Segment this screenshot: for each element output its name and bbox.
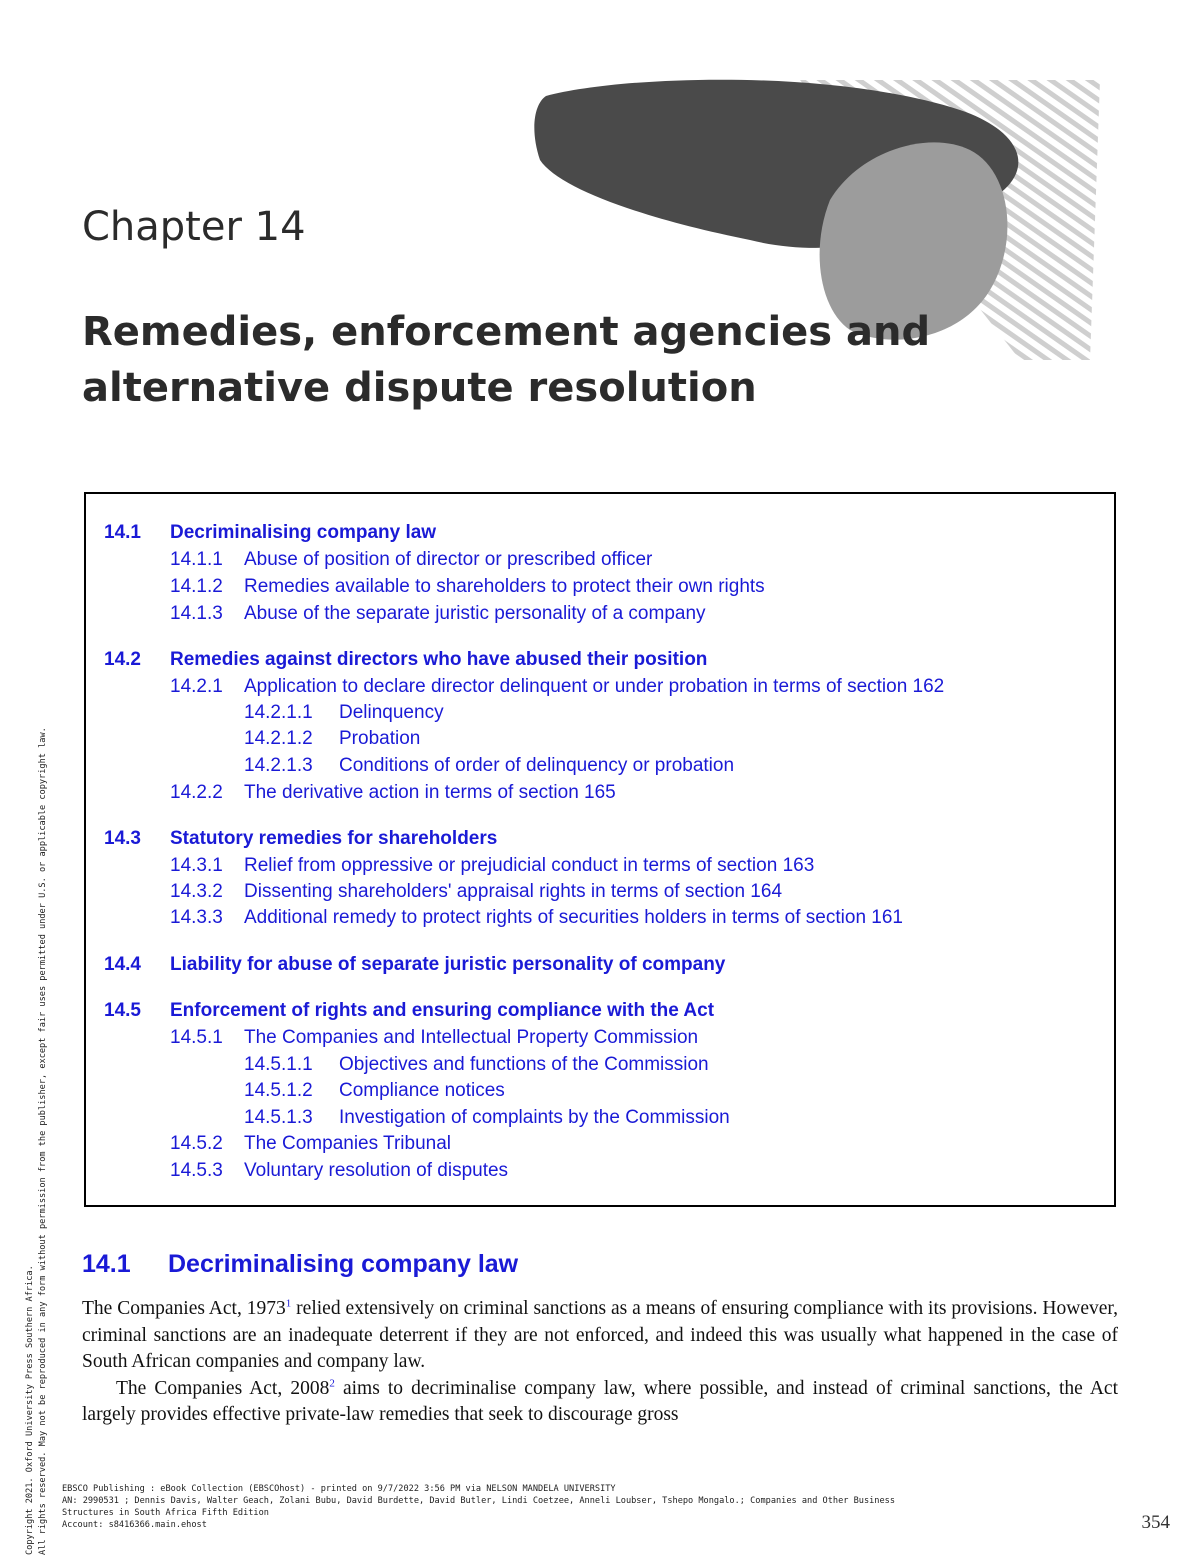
section-heading	[82, 1250, 518, 1279]
toc-number: 14.1.1	[170, 549, 223, 570]
toc-title: Additional remedy to protect rights of securities holders in terms of section 161	[244, 907, 903, 928]
ebsco-footer	[62, 1483, 1192, 1531]
toc-number: 14.2.1.3	[244, 755, 313, 776]
toc-title: Abuse of position of director or prescribed officer	[244, 549, 653, 570]
paragraph-2	[82, 1376, 1118, 1429]
toc-title: Abuse of the separate juristic personality of a company	[244, 603, 706, 624]
toc-title: The derivative action in terms of section 165	[244, 782, 616, 803]
toc-number: 14.5	[104, 1000, 141, 1021]
paragraph-1	[82, 1296, 1118, 1376]
chapter-label: Chapter 14	[82, 204, 306, 250]
toc-number: 14.3.1	[170, 855, 223, 876]
toc-number: 14.5.1.1	[244, 1054, 313, 1075]
copyright-line: Copyright 2021. Oxford University Press Southern Africa.	[25, 1265, 35, 1555]
toc-number: 14.2.1.1	[244, 702, 313, 723]
toc-title: Liability for abuse of separate juristic personality of company	[170, 954, 726, 975]
toc-number: 14.2.1	[170, 676, 223, 697]
toc-number: 14.5.1	[170, 1027, 223, 1048]
toc-number: 14.3.3	[170, 907, 223, 928]
toc-number: 14.5.2	[170, 1133, 223, 1154]
toc-number: 14.2.1.2	[244, 728, 313, 749]
section-title: Decriminalising company law	[168, 1250, 519, 1278]
toc-number: 14.5.1.2	[244, 1080, 313, 1101]
toc-title: Investigation of complaints by the Commission	[339, 1107, 730, 1128]
copyright-notice	[24, 395, 50, 1555]
footnote-ref-2[interactable]: 2	[329, 1377, 335, 1389]
page-number: 354	[1141, 1512, 1170, 1533]
toc-title: Voluntary resolution of disputes	[244, 1160, 509, 1181]
toc-number: 14.5.1.3	[244, 1107, 313, 1128]
toc-number: 14.5.3	[170, 1160, 223, 1181]
toc-number: 14.3.2	[170, 881, 223, 902]
footer-line: EBSCO Publishing : eBook Collection (EBSCOhost) - printed on 9/7/2022 3:56 PM via NELSON MANDELA UNIVERSITY	[62, 1484, 616, 1494]
paragraph-text: The Companies Act, 1973	[82, 1298, 286, 1319]
paragraph-text: relied extensively on criminal sanctions as a means of ensuring compliance with its provisions. However, criminal sanctions are an inadequate deterrent if they are not enforced, and indeed this was usually what happened in the case of South African companies and company law.	[82, 1298, 1118, 1372]
toc-title: Enforcement of rights and ensuring compliance with the Act	[170, 1000, 715, 1021]
body-text	[82, 1296, 1118, 1429]
toc-title: Remedies against directors who have abused their position	[170, 649, 708, 670]
toc-title: Statutory remedies for shareholders	[170, 828, 498, 849]
toc-number: 14.2.2	[170, 782, 223, 803]
paragraph-text: The Companies Act, 2008	[116, 1377, 330, 1399]
footer-line: Structures in South Africa Fifth Edition	[62, 1508, 269, 1518]
toc-title: Application to declare director delinquent or under probation in terms of section 162	[244, 676, 945, 697]
toc-title: Conditions of order of delinquency or probation	[339, 755, 735, 776]
paragraph-text: aims to decriminalise company law, where possible, and instead of criminal sanctions, the Act largely provides effective private-law remedies that seek to discourage gross	[82, 1377, 1119, 1425]
toc-title: Objectives and functions of the Commission	[339, 1054, 709, 1075]
footer-line: Account: s8416366.main.ehost	[62, 1520, 207, 1530]
toc-number: 14.2	[104, 649, 141, 670]
toc-number: 14.4	[104, 954, 141, 975]
footer-line: AN: 2990531 ; Dennis Davis, Walter Geach, Zolani Bubu, David Burdette, David Butler, Lindi Coetzee, Anneli Loubser, Tshepo Mongalo.; Companies and Other Business	[62, 1496, 895, 1506]
section-number: 14.1	[82, 1250, 131, 1278]
toc-title: The Companies and Intellectual Property Commission	[244, 1027, 699, 1048]
toc-title: Decriminalising company law	[170, 522, 437, 543]
toc-number: 14.1.3	[170, 603, 223, 624]
toc-title: Delinquency	[339, 702, 444, 723]
chapter-title: Remedies, enforcement agencies and alternative dispute resolution	[82, 309, 931, 411]
toc-number: 14.3	[104, 828, 141, 849]
toc-title: Probation	[339, 728, 421, 749]
toc-title: Relief from oppressive or prejudicial conduct in terms of section 163	[244, 855, 815, 876]
toc-number: 14.1.2	[170, 576, 223, 597]
toc-title: Compliance notices	[339, 1080, 505, 1101]
toc-number: 14.1	[104, 522, 141, 543]
table-of-contents	[84, 492, 1116, 1207]
toc-title: Dissenting shareholders' appraisal rights in terms of section 164	[244, 881, 783, 902]
toc-title: The Companies Tribunal	[244, 1133, 451, 1154]
toc-title: Remedies available to shareholders to protect their own rights	[244, 576, 765, 597]
copyright-line: All rights reserved. May not be reproduced in any form without permission from the publisher, except fair uses permitted under U.S. or applicable copyright law.	[38, 727, 48, 1555]
footnote-ref-1[interactable]: 1	[285, 1297, 292, 1310]
